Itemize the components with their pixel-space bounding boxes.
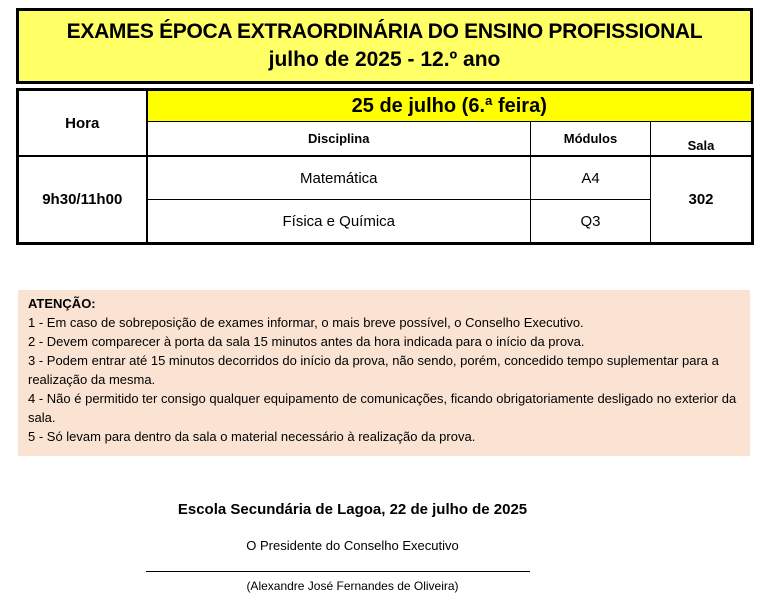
notice-item: 3 - Podem entrar até 15 minutos decorridos do início da prova, não sendo, porém, concedido tempo suplementar para a realização da mesma. <box>28 353 719 387</box>
exam-time: 9h30/11h00 <box>18 156 147 244</box>
exam-schedule-table <box>16 88 754 245</box>
exam-date: 25 de julho (6.ª feira) <box>147 90 753 122</box>
school-and-date: Escola Secundária de Lagoa, 22 de julho de 2025 <box>177 501 528 518</box>
notice-item: 5 - Só levam para dentro da sala o material necessário à realização da prova. <box>28 429 476 444</box>
signature-line <box>146 571 530 572</box>
table-row <box>18 156 753 200</box>
notice-item: 1 - Em caso de sobreposição de exames informar, o mais breve possível, o Conselho Executivo. <box>28 315 584 330</box>
sala-cell: 302 <box>651 156 753 244</box>
disciplina-header: Disciplina <box>147 122 531 157</box>
modulos-header: Módulos <box>531 122 651 157</box>
notice-item: 2 - Devem comparecer à porta da sala 15 minutos antes da hora indicada para o início da prova. <box>28 334 585 349</box>
signatory-role: O Presidente do Conselho Executivo <box>246 538 459 553</box>
notice-item: 4 - Não é permitido ter consigo qualquer equipamento de comunicações, ficando obrigatoriamente desligado no exterior da sala. <box>28 391 737 425</box>
signatory-name: (Alexandre José Fernandes de Oliveira) <box>246 579 459 593</box>
document-title: EXAMES ÉPOCA EXTRAORDINÁRIA DO ENSINO PROFISSIONAL <box>66 20 703 43</box>
hora-header: Hora <box>18 90 147 157</box>
sala-header: Sala <box>651 122 753 157</box>
attention-notice <box>18 290 750 456</box>
document-subtitle: julho de 2025 - 12.º ano <box>268 48 501 71</box>
notice-heading: ATENÇÃO: <box>28 296 96 311</box>
document-title-box <box>16 8 753 84</box>
modulo-cell: A4 <box>531 156 651 200</box>
disciplina-cell: Matemática <box>147 156 531 200</box>
modulo-cell: Q3 <box>531 200 651 244</box>
disciplina-cell: Física e Química <box>147 200 531 244</box>
